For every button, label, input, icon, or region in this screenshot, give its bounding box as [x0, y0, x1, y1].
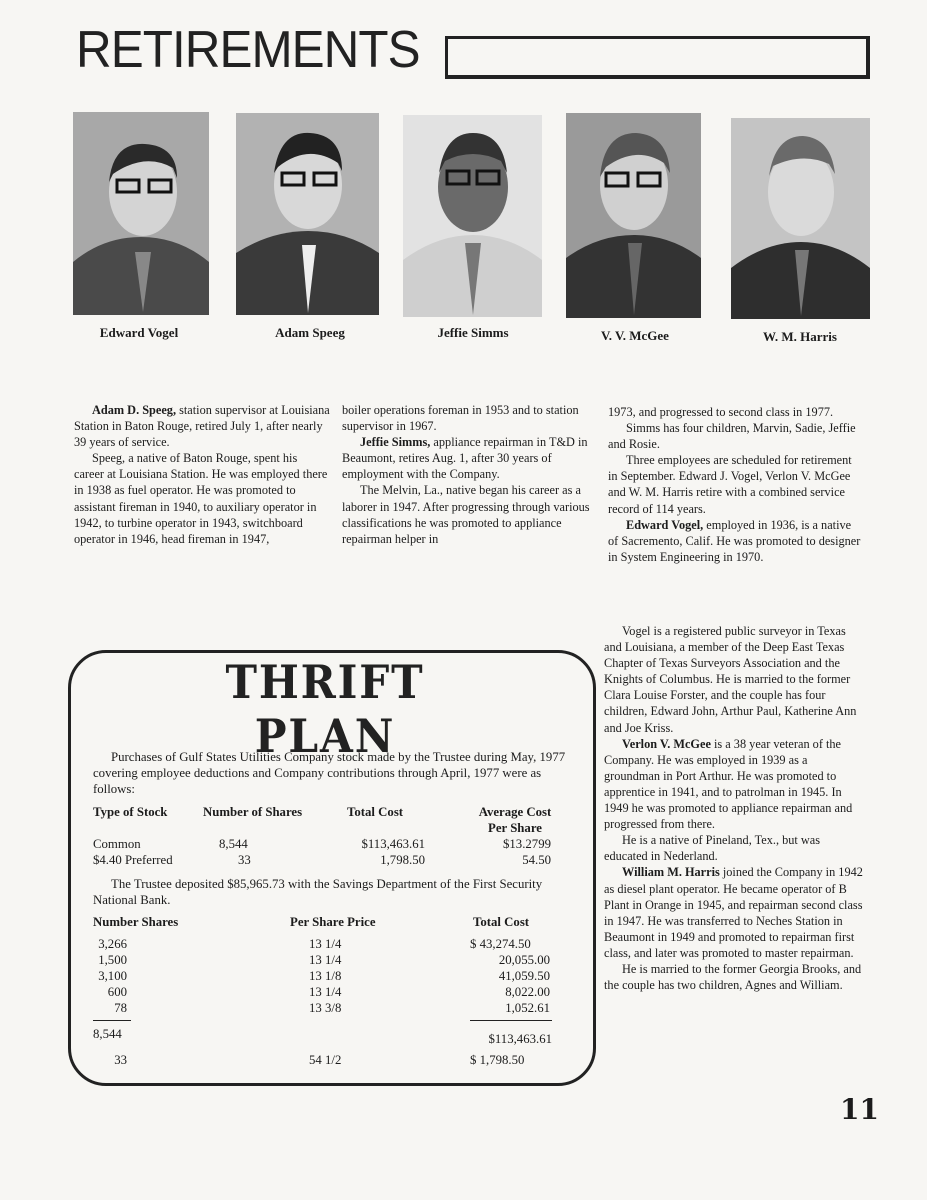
table-cell: 33	[238, 853, 251, 867]
portrait-photo-3	[403, 115, 542, 317]
table-cell: 13 1/8	[309, 969, 342, 983]
article-text: employed in 1936, is a native of Sacremento, Calif. He was promoted to designer in System Engineering in 1970.	[608, 517, 861, 564]
article-paragraph: He is married to the former Georgia Brooks, and the couple has two children, Agnes and William.	[604, 961, 862, 993]
article-paragraph: Three employees are scheduled for retirement in September. Edward J. Vogel, Verlon V. McGee and W. M. Harris retire with a combined service record of 114 years.	[608, 453, 852, 516]
table-cell: $13.2799	[503, 837, 551, 851]
table-cell: 600	[107, 985, 127, 999]
table-header: Total Cost	[347, 805, 404, 819]
photo-caption: V. V. McGee	[601, 328, 669, 343]
table-cell: 33	[114, 1053, 127, 1067]
table-cell: 3,266	[98, 937, 127, 951]
table-cell: $113,463.61	[361, 837, 425, 851]
name-jeffie-simms: Jeffie Simms,	[360, 435, 431, 450]
table-header: Number Shares	[93, 915, 179, 929]
portrait-photo-2	[236, 113, 379, 315]
article-column-3	[608, 404, 862, 565]
table-cell: 54.50	[522, 853, 551, 867]
page-title: RETIREMENTS	[76, 21, 420, 79]
table-cell: 20,055.00	[498, 953, 550, 967]
thrift-table-1	[93, 804, 573, 868]
table-cell: 3,100	[98, 969, 127, 983]
header-rule-box	[445, 36, 870, 79]
article-paragraph: Speeg, a native of Baton Rouge, spent his career at Louisiana Station. He was employed there in 1938 as fuel operator. He was promoted to assistant fireman in 1940, to auxiliary operator in 1942, to turbine operator in 1943, switchboard operator in 1946, head fireman in 1947,	[74, 451, 328, 546]
portrait-photo-4	[566, 113, 701, 318]
table-total-shares: 8,544	[93, 1027, 122, 1041]
table-cell: 1,500	[98, 953, 127, 967]
article-paragraph: 1973, and progressed to second class in 1977.	[608, 405, 834, 419]
table-cell: Common	[93, 837, 141, 851]
portrait-photo-1	[73, 112, 209, 315]
total-rule-left	[93, 1020, 131, 1021]
table-cell: 41,059.50	[498, 969, 550, 983]
table-cell: 8,022.00	[505, 985, 550, 999]
article-text: station supervisor at Louisiana Station in Baton Rouge, retired July 1, after nearly 39 years of service.	[74, 403, 330, 450]
thrift-plan-title: THRIFT PLAN	[225, 655, 425, 763]
name-edward-vogel: Edward Vogel,	[626, 517, 704, 532]
article-paragraph: He is a native of Pineland, Tex., but was educated in Nederland.	[604, 833, 821, 864]
thrift-table-2	[93, 914, 573, 1074]
article-paragraph: Vogel is a registered public surveyor in Texas and Louisiana, a member of the Deep East Texas Chapter of Texas Surveyors Association and the Knights of Columbus. He is married to the former Clara Louise Forster, and the couple has four children, Edward John, Arthur Paul, Katherine Ann and Joe Kriss.	[604, 624, 857, 735]
total-rule-right	[470, 1020, 552, 1021]
article-paragraph: The Melvin, La., native began his career as a laborer in 1947. After progressing through various classifications he was promoted to appliance repairman helper in	[342, 483, 590, 546]
article-text: is a 38 year veteran of the Company. He was employed in 1939 as a groundman in Port Arthur. He was promoted to apprentice in 1941, and to patrolman in 1945. In 1949 he was promoted to appliance repairman and progressed from there.	[604, 736, 853, 832]
name-william-harris: William M. Harris	[622, 865, 720, 880]
table-cell: 1,798.50	[380, 853, 425, 867]
table-cell: 13 1/4	[309, 953, 342, 967]
article-text: joined the Company in 1942 as diesel plant operator. He became operator of B Plant in Orange in 1945, and repairman second class in 1947. He was transferred to Neches Station in Beaumont in 1949 and promoted to repairman first class, and later was promoted to master repairman.	[604, 865, 863, 960]
table-cell: 1,052.61	[505, 1001, 550, 1015]
table-header: Total Cost	[473, 915, 530, 929]
table-cell: 13 1/4	[309, 937, 342, 951]
photo-caption: Edward Vogel	[99, 325, 179, 340]
table-cell: 8,544	[219, 837, 248, 851]
thrift-intro-text: Purchases of Gulf States Utilities Company stock made by the Trustee during May, 1977 covering employee deductions and Company contributions through April, 1977 were as follows:	[93, 750, 566, 796]
portrait-photo-5	[731, 118, 870, 319]
article-paragraph: Simms has four children, Marvin, Sadie, Jeffie and Rosie.	[608, 421, 856, 452]
thrift-deposit-text: The Trustee deposited $85,965.73 with the Savings Department of the First Security National Bank.	[93, 877, 543, 907]
table-total-cost: $113,463.61	[488, 1032, 552, 1046]
table-cell: 13 1/4	[309, 985, 342, 999]
article-column-3-continued	[604, 623, 864, 993]
name-verlon-mcgee: Verlon V. McGee	[622, 736, 711, 751]
article-column-1	[74, 402, 330, 547]
table-header: Per Share	[488, 821, 542, 835]
photo-caption: Adam Speeg	[275, 325, 345, 340]
table-cell: 78	[114, 1001, 127, 1015]
table-cell: 13 3/8	[309, 1001, 342, 1015]
table-cell: $ 43,274.50	[470, 937, 531, 951]
article-column-2	[342, 402, 598, 547]
table-header: Per Share Price	[290, 915, 376, 929]
article-text: appliance repairman in T&D in Beaumont, retires Aug. 1, after 30 years of employment with the Company.	[342, 435, 588, 482]
table-cell: $4.40 Preferred	[93, 853, 173, 867]
table-cell: 54 1/2	[309, 1053, 342, 1067]
table-header: Type of Stock	[93, 805, 168, 819]
photo-caption: Jeffie Simms	[437, 325, 509, 340]
name-adam-speeg: Adam D. Speeg,	[92, 403, 177, 417]
table-header: Number of Shares	[203, 805, 303, 819]
page-number: 11	[840, 1093, 879, 1126]
article-paragraph: boiler operations foreman in 1953 and to station supervisor in 1967.	[342, 403, 579, 434]
table-header: Average Cost	[478, 805, 552, 819]
table-cell: $ 1,798.50	[470, 1053, 525, 1067]
photo-caption: W. M. Harris	[763, 329, 837, 344]
thrift-intro	[93, 749, 583, 797]
thrift-deposit	[93, 876, 583, 908]
